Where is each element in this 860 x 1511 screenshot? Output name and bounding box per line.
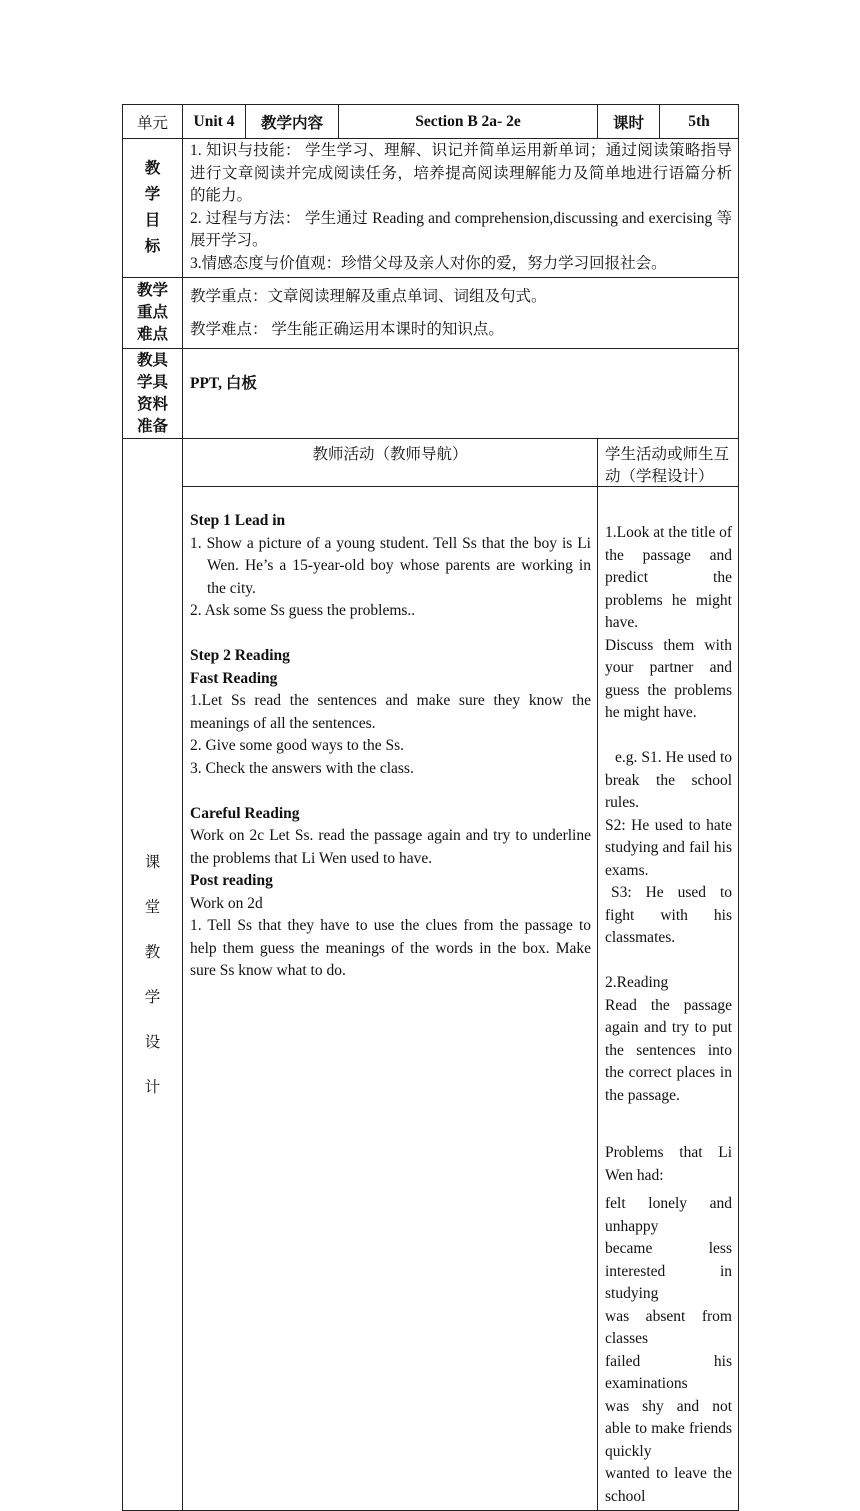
careful-reading-title: Careful Reading [190,804,300,822]
step1-item-2: 2. Ask some Ss guess the problems.. [190,602,416,619]
fast-item-2: 2. Give some good ways to the Ss. [190,737,404,754]
problem-item: wanted to leave the school [605,1465,732,1505]
fast-reading-title: Fast Reading [190,669,278,687]
period-value: 5th [660,105,739,139]
objectives-label: 教 学 目 标 [123,139,183,278]
fast-item-3: 3. Check the answers with the class. [190,759,414,777]
materials-label: 教具 学具 资料 准备 [123,349,183,439]
objective-2: 2. 过程与方法： 学生通过 Reading and comprehension,discussing and exercising 等展开学习。 [190,209,732,249]
problem-item: was shy and not able to make friends quickly [605,1397,732,1460]
problem-item: felt lonely and unhappy [605,1195,732,1235]
key-points-row [123,278,739,349]
problem-item: was absent from classes [605,1307,732,1347]
course-label: 课 堂 教 学 设 计 [123,439,183,1511]
fast-item-1: 1.Let Ss read the sentences and make sure they know the meanings of all the sentences. [190,692,591,732]
difficult-point: 教学难点： 学生能正确运用本课时的知识点。 [190,321,504,338]
post-reading-work: Work on 2d [190,894,263,912]
lesson-plan-table [122,104,739,1511]
materials-row [123,349,739,439]
example-s1: e.g. S1. He used to break the school rules. [605,749,732,811]
example-s2: S2: He used to hate studying and fail his exams. [605,816,732,879]
student-p1: 1.Look at the title of the passage and predict the problems he might have. [605,524,732,631]
materials-value: PPT, 白板 [183,349,739,439]
teacher-activity-header: 教师活动（教师导航） [183,439,598,487]
step2-title: Step 2 Reading [190,647,290,664]
student-p2: Discuss them with your partner and guess the problems he might have. [605,636,732,721]
post-reading-title: Post reading [190,872,273,889]
key-points-label: 教学 重点 难点 [123,278,183,349]
step1-title: Step 1 Lead in [190,512,286,529]
content-value: Section B 2a- 2e [339,105,598,139]
header-row [123,105,739,139]
problems-title: Problems that Li Wen had: [605,1144,732,1184]
course-header-row [123,439,739,487]
course-body-row [123,487,739,1511]
reading-text: Read the passage again and try to put the sentences into the correct places in the passage. [605,996,732,1104]
content-label: 教学内容 [246,105,339,139]
step1-item-1: 1. Show a picture of a young student. Tell Ss that the boy is Li Wen. He’s a 15-year-old boy whose parents are working in the city. [190,534,591,597]
post-item-1: 1. Tell Ss that they have to use the clues from the passage to help them guess the meanings of the words in the box. Make sure Ss know what to do. [190,917,591,979]
objective-1: 1. 知识与技能： 学生学习、理解、识记并简单运用新单词；通过阅读策略指导进行文章阅读并完成阅读任务，培养提高阅读理解能力及简单地进行语篇分析的能力。 [190,142,732,204]
period-label: 课时 [598,105,660,139]
objectives-content [183,139,739,278]
key-points-content [183,278,739,349]
student-activity-header: 学生活动或师生互动（学程设计） [598,439,739,487]
example-s3: S3: He used to fight with his classmates. [605,884,732,946]
objectives-row [123,139,739,278]
problem-item: failed his examinations [605,1352,732,1392]
reading-title: 2.Reading [605,974,669,991]
objective-3: 3.情感态度与价值观：珍惜父母及亲人对你的爱，努力学习回报社会。 [190,254,667,272]
careful-reading-text: Work on 2c Let Ss. read the passage again and try to underline the problems that Li Wen used to have. [190,827,591,867]
key-point: 教学重点：文章阅读理解及重点单词、词组及句式。 [190,288,547,305]
unit-value: Unit 4 [183,105,246,139]
problem-item: became less interested in studying [605,1240,732,1302]
student-activity-cell [598,487,739,1511]
unit-label: 单元 [123,105,183,139]
teacher-activity-cell [183,487,598,1511]
